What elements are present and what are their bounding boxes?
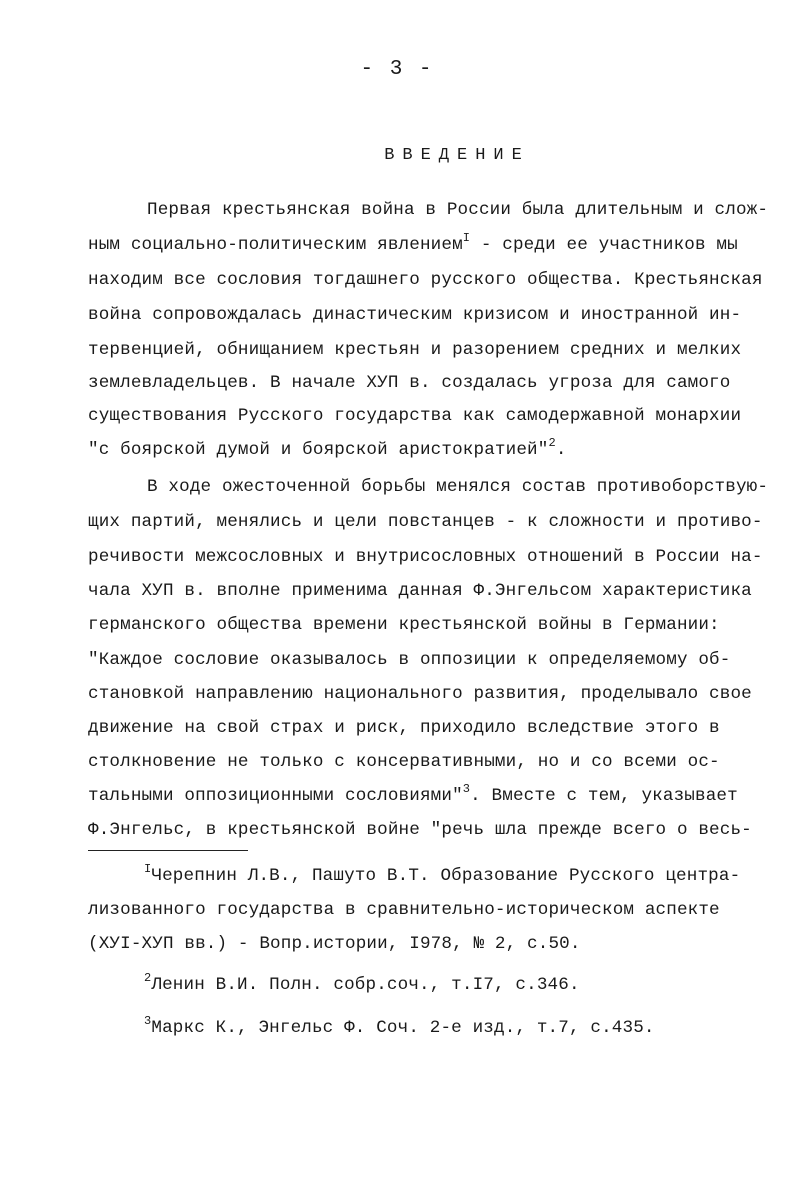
page-number: - 3 - <box>360 58 434 81</box>
footnote-mark: I <box>144 862 152 876</box>
text-line: тервенцией, обнищанием крестьян и разорением средних и мелких <box>88 340 742 360</box>
footnote-1-line: лизованного государства в сравнительно-историческом аспекте <box>88 900 720 920</box>
footnote-1-line: (ХУI-ХУП вв.) - Вопр.истории, I978, № 2, с.50. <box>88 934 581 954</box>
text-line: "с боярской думой и боярской аристократией"$^2$. <box>88 436 567 460</box>
footnote-2: $^2$Ленин В.И. Полн. собр.соч., т.I7, с.346. <box>144 971 580 995</box>
text-line: "Каждое сословие оказывалось в оппозиции к определяемому об- <box>88 650 731 670</box>
text-line: существования Русского государства как самодержавной монархии <box>88 406 742 426</box>
footnote-3: $^3$Маркс К., Энгельс Ф. Соч. 2-е изд., т.7, с.435. <box>144 1014 655 1038</box>
footnote-ref: 2 <box>548 436 556 450</box>
text-line: война сопровождалась династическим кризисом и иностранной ин- <box>88 305 742 325</box>
text-line: тальными оппозиционными сословиями"$^3$. Вместе с тем, указывает <box>88 782 738 806</box>
text-line: движение на свой страх и риск, приходило вследствие этого в <box>88 718 720 738</box>
text-line: германского общества времени крестьянской войны в Германии: <box>88 615 720 635</box>
footnote-mark: 3 <box>144 1014 152 1028</box>
text-line: В ходе ожесточенной борьбы менялся состав противоборствую- <box>147 477 769 497</box>
text-line: щих партий, менялись и цели повстанцев - к сложности и противо- <box>88 512 763 532</box>
text-line: становкой направлению национального развития, проделывало свое <box>88 684 752 704</box>
footnote-mark: 2 <box>144 971 152 985</box>
text-line: чала ХУП в. вполне применима данная Ф.Энгельсом характеристика <box>88 581 752 601</box>
footnote-1: $^I$Черепнин Л.В., Пашуто В.Т. Образование Русского центра- <box>144 862 741 886</box>
text-line: столкновение не только с консервативными, но и со всеми ос- <box>88 752 720 772</box>
text-line: речивости межсословных и внутрисословных отношений в России на- <box>88 547 763 567</box>
text-line: землевладельцев. В начале ХУП в. создалась угроза для самого <box>88 373 731 393</box>
text-line: ным социально-политическим явлением$^I$ - среди ее участников мы <box>88 231 738 255</box>
footnote-ref: I <box>462 231 471 245</box>
text-line: находим все сословия тогдашнего русского общества. Крестьянская <box>88 270 763 290</box>
section-heading: ВВЕДЕНИЕ <box>384 146 530 165</box>
footnote-separator <box>88 850 248 851</box>
text-line: Ф.Энгельс, в крестьянской войне "речь шла прежде всего о весь- <box>88 820 752 840</box>
text-line: Первая крестьянская война в России была длительным и слож- <box>147 200 769 220</box>
footnote-ref: 3 <box>462 782 471 796</box>
